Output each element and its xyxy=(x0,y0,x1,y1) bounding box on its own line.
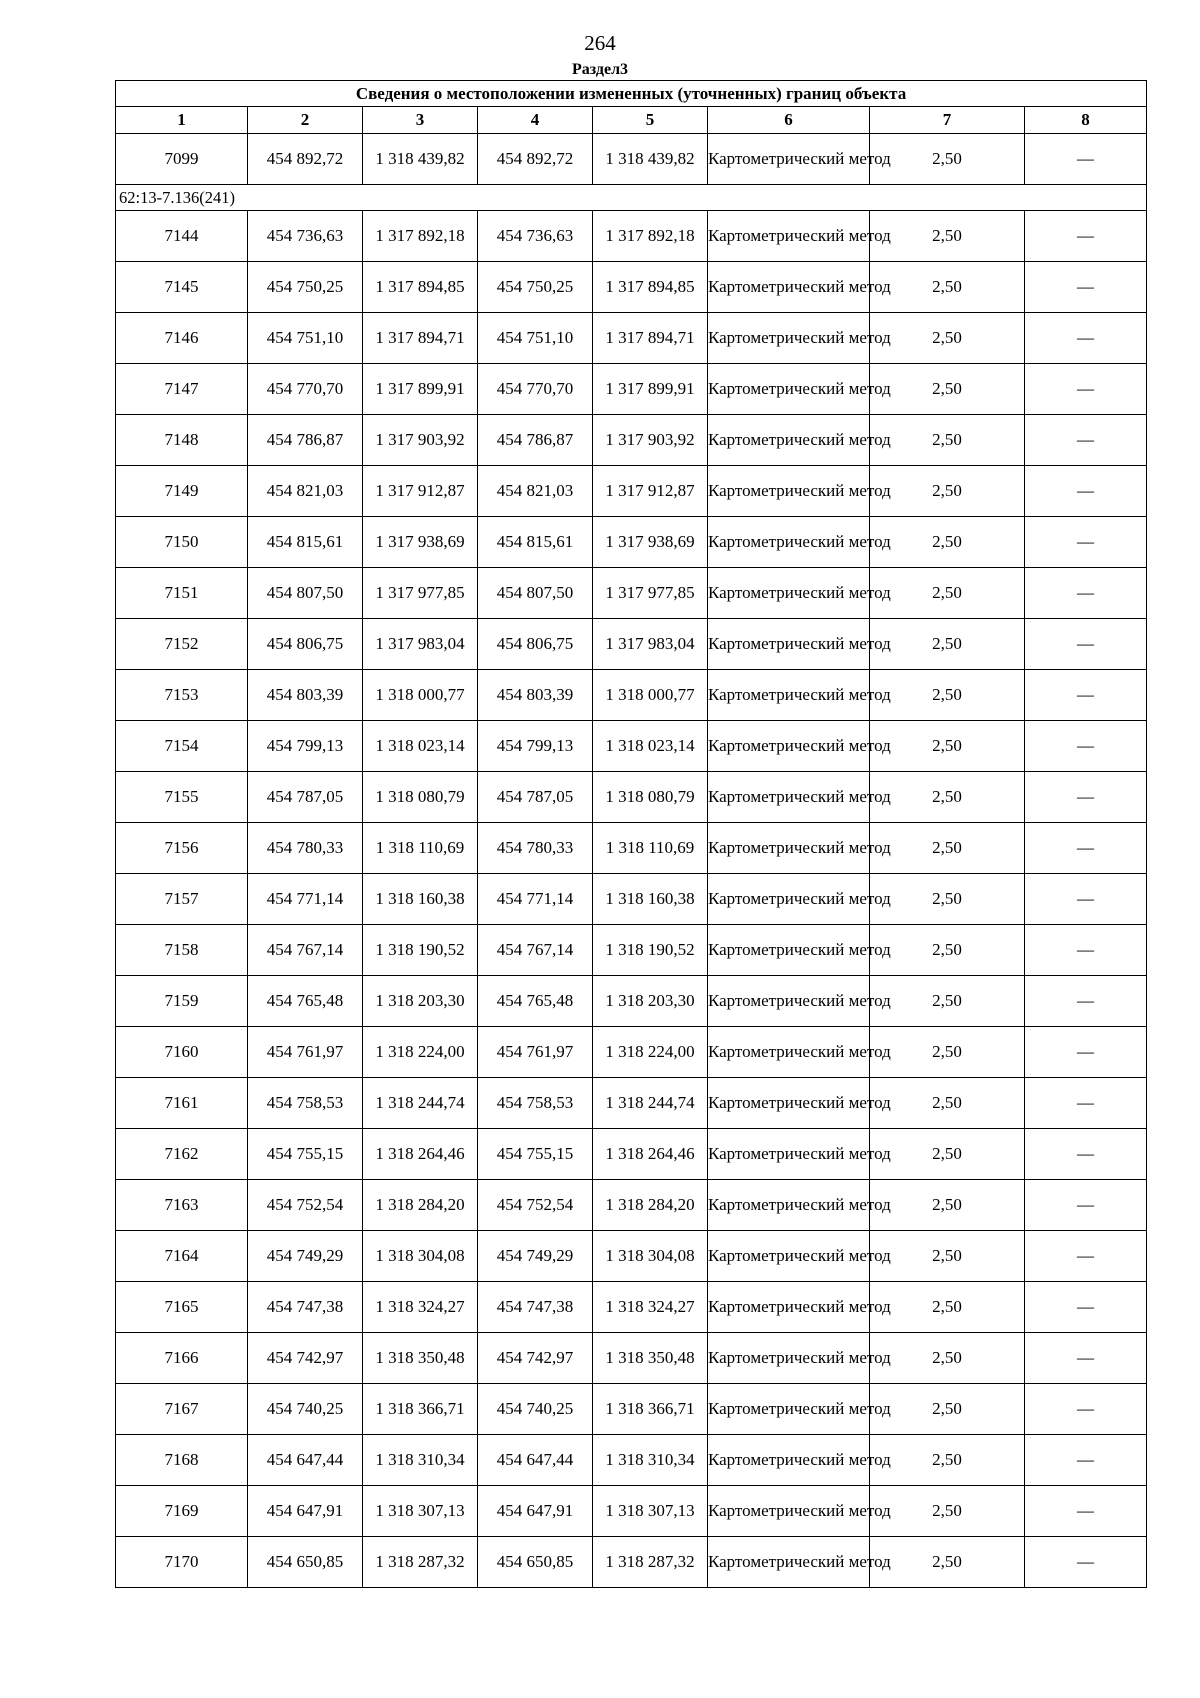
coordinate-cell: 1 318 000,77 xyxy=(363,670,478,721)
coordinate-cell: 454 815,61 xyxy=(248,517,363,568)
method-cell: Картометрический метод xyxy=(708,772,870,823)
point-number-cell: 7151 xyxy=(116,568,248,619)
precision-cell: 2,50 xyxy=(870,1129,1025,1180)
coordinate-cell: 1 318 439,82 xyxy=(593,134,708,185)
coordinate-cell: 1 318 350,48 xyxy=(363,1333,478,1384)
coordinate-cell: 454 806,75 xyxy=(478,619,593,670)
note-cell: — xyxy=(1025,364,1147,415)
coordinate-cell: 1 317 894,85 xyxy=(363,262,478,313)
point-number-cell: 7169 xyxy=(116,1486,248,1537)
note-cell: — xyxy=(1025,1231,1147,1282)
coordinate-cell: 1 318 190,52 xyxy=(593,925,708,976)
note-cell: — xyxy=(1025,134,1147,185)
method-cell: Картометрический метод xyxy=(708,1333,870,1384)
coordinate-cell: 454 647,91 xyxy=(478,1486,593,1537)
coordinate-cell: 1 318 324,27 xyxy=(593,1282,708,1333)
coordinate-cell: 1 317 912,87 xyxy=(363,466,478,517)
method-cell: Картометрический метод xyxy=(708,466,870,517)
precision-cell: 2,50 xyxy=(870,568,1025,619)
table-row xyxy=(116,1231,1147,1282)
point-number-cell: 7148 xyxy=(116,415,248,466)
note-cell: — xyxy=(1025,517,1147,568)
table-row xyxy=(116,313,1147,364)
coordinate-cell: 1 318 310,34 xyxy=(363,1435,478,1486)
table-row xyxy=(116,874,1147,925)
point-number-cell: 7159 xyxy=(116,976,248,1027)
coordinate-cell: 454 821,03 xyxy=(248,466,363,517)
coordinate-cell: 454 806,75 xyxy=(248,619,363,670)
coordinate-cell: 1 317 894,71 xyxy=(363,313,478,364)
precision-cell: 2,50 xyxy=(870,772,1025,823)
column-header: 2 xyxy=(248,107,363,134)
note-cell: — xyxy=(1025,925,1147,976)
precision-cell: 2,50 xyxy=(870,1435,1025,1486)
point-number-cell: 7144 xyxy=(116,211,248,262)
coordinate-cell: 454 647,44 xyxy=(478,1435,593,1486)
precision-cell: 2,50 xyxy=(870,670,1025,721)
coordinate-cell: 454 758,53 xyxy=(248,1078,363,1129)
table-row xyxy=(116,211,1147,262)
coordinate-cell: 454 767,14 xyxy=(248,925,363,976)
precision-cell: 2,50 xyxy=(870,313,1025,364)
method-cell: Картометрический метод xyxy=(708,619,870,670)
table-row xyxy=(116,823,1147,874)
coordinate-cell: 1 318 244,74 xyxy=(363,1078,478,1129)
point-number-cell: 7163 xyxy=(116,1180,248,1231)
method-cell: Картометрический метод xyxy=(708,670,870,721)
coordinate-cell: 454 770,70 xyxy=(248,364,363,415)
method-cell: Картометрический метод xyxy=(708,1435,870,1486)
coordinate-cell: 1 317 894,71 xyxy=(593,313,708,364)
point-number-cell: 7155 xyxy=(116,772,248,823)
coordinate-cell: 454 740,25 xyxy=(248,1384,363,1435)
precision-cell: 2,50 xyxy=(870,976,1025,1027)
coordinate-cell: 1 318 244,74 xyxy=(593,1078,708,1129)
coordinate-cell: 454 736,63 xyxy=(478,211,593,262)
coordinate-cell: 1 318 264,46 xyxy=(363,1129,478,1180)
precision-cell: 2,50 xyxy=(870,1180,1025,1231)
coordinate-cell: 454 771,14 xyxy=(478,874,593,925)
coordinate-cell: 1 318 224,00 xyxy=(593,1027,708,1078)
coordinate-cell: 454 736,63 xyxy=(248,211,363,262)
note-cell: — xyxy=(1025,1078,1147,1129)
coordinate-cell: 454 799,13 xyxy=(248,721,363,772)
coordinate-cell: 454 787,05 xyxy=(248,772,363,823)
coordinate-cell: 1 317 892,18 xyxy=(593,211,708,262)
column-header: 7 xyxy=(870,107,1025,134)
method-cell: Картометрический метод xyxy=(708,976,870,1027)
coordinate-cell: 1 318 366,71 xyxy=(593,1384,708,1435)
precision-cell: 2,50 xyxy=(870,262,1025,313)
table-row xyxy=(116,619,1147,670)
coordinate-cell: 454 740,25 xyxy=(478,1384,593,1435)
note-cell: — xyxy=(1025,415,1147,466)
section-label: Раздел3 xyxy=(571,61,629,78)
table-row xyxy=(116,134,1147,185)
point-number-cell: 7156 xyxy=(116,823,248,874)
precision-cell: 2,50 xyxy=(870,517,1025,568)
coordinate-cell: 454 647,91 xyxy=(248,1486,363,1537)
method-cell: Картометрический метод xyxy=(708,364,870,415)
coordinate-cell: 1 318 284,20 xyxy=(363,1180,478,1231)
coordinate-cell: 454 807,50 xyxy=(478,568,593,619)
note-cell: — xyxy=(1025,823,1147,874)
table-row xyxy=(116,670,1147,721)
coordinate-cell: 1 318 224,00 xyxy=(363,1027,478,1078)
coordinate-cell: 454 750,25 xyxy=(248,262,363,313)
precision-cell: 2,50 xyxy=(870,823,1025,874)
precision-cell: 2,50 xyxy=(870,364,1025,415)
coordinate-cell: 454 647,44 xyxy=(248,1435,363,1486)
coordinate-cell: 1 318 023,14 xyxy=(363,721,478,772)
coordinate-cell: 454 765,48 xyxy=(248,976,363,1027)
table-row xyxy=(116,1333,1147,1384)
precision-cell: 2,50 xyxy=(870,1333,1025,1384)
coordinate-cell: 454 799,13 xyxy=(478,721,593,772)
coordinate-cell: 454 807,50 xyxy=(248,568,363,619)
coordinate-cell: 1 318 080,79 xyxy=(593,772,708,823)
table-row xyxy=(116,1129,1147,1180)
coordinate-cell: 1 318 110,69 xyxy=(363,823,478,874)
coordinate-cell: 454 803,39 xyxy=(248,670,363,721)
note-cell: — xyxy=(1025,670,1147,721)
coordinate-cell: 1 317 977,85 xyxy=(593,568,708,619)
coordinate-cell: 1 318 366,71 xyxy=(363,1384,478,1435)
coordinate-cell: 1 318 287,32 xyxy=(363,1537,478,1588)
point-number-cell: 7146 xyxy=(116,313,248,364)
coordinate-cell: 454 747,38 xyxy=(248,1282,363,1333)
method-cell: Картометрический метод xyxy=(708,721,870,772)
coordinate-cell: 1 318 307,13 xyxy=(363,1486,478,1537)
note-cell: — xyxy=(1025,619,1147,670)
coordinate-cell: 1 318 324,27 xyxy=(363,1282,478,1333)
table-row xyxy=(116,1537,1147,1588)
note-cell: — xyxy=(1025,1384,1147,1435)
method-cell: Картометрический метод xyxy=(708,874,870,925)
coordinate-cell: 1 317 938,69 xyxy=(363,517,478,568)
precision-cell: 2,50 xyxy=(870,1537,1025,1588)
table-row xyxy=(116,925,1147,976)
precision-cell: 2,50 xyxy=(870,466,1025,517)
precision-cell: 2,50 xyxy=(870,1078,1025,1129)
coordinate-cell: 454 750,25 xyxy=(478,262,593,313)
coordinate-cell: 454 749,29 xyxy=(478,1231,593,1282)
precision-cell: 2,50 xyxy=(870,1231,1025,1282)
note-cell: — xyxy=(1025,211,1147,262)
table-row xyxy=(116,1180,1147,1231)
note-cell: — xyxy=(1025,313,1147,364)
precision-cell: 2,50 xyxy=(870,874,1025,925)
point-number-cell: 7158 xyxy=(116,925,248,976)
note-cell: — xyxy=(1025,1282,1147,1333)
note-cell: — xyxy=(1025,1486,1147,1537)
coordinate-cell: 454 780,33 xyxy=(248,823,363,874)
column-header: 8 xyxy=(1025,107,1147,134)
column-header: 6 xyxy=(708,107,870,134)
coordinate-cell: 1 317 899,91 xyxy=(363,364,478,415)
coordinate-cell: 454 755,15 xyxy=(478,1129,593,1180)
method-cell: Картометрический метод xyxy=(708,211,870,262)
note-cell: — xyxy=(1025,262,1147,313)
method-cell: Картометрический метод xyxy=(708,134,870,185)
point-number-cell: 7150 xyxy=(116,517,248,568)
table-row xyxy=(116,1384,1147,1435)
coordinate-cell: 1 318 304,08 xyxy=(593,1231,708,1282)
coordinate-cell: 1 318 310,34 xyxy=(593,1435,708,1486)
table-row xyxy=(116,262,1147,313)
coordinate-cell: 1 317 903,92 xyxy=(363,415,478,466)
note-cell: — xyxy=(1025,466,1147,517)
note-cell: — xyxy=(1025,1180,1147,1231)
point-number-cell: 7154 xyxy=(116,721,248,772)
coordinate-cell: 1 318 203,30 xyxy=(363,976,478,1027)
method-cell: Картометрический метод xyxy=(708,1129,870,1180)
point-number-cell: 7168 xyxy=(116,1435,248,1486)
table-row xyxy=(116,364,1147,415)
group-label: 62:13-7.136(241) xyxy=(116,185,1147,211)
table-row xyxy=(116,1078,1147,1129)
method-cell: Картометрический метод xyxy=(708,415,870,466)
coordinate-cell: 454 780,33 xyxy=(478,823,593,874)
note-cell: — xyxy=(1025,1537,1147,1588)
coordinate-cell: 1 317 903,92 xyxy=(593,415,708,466)
coordinate-cell: 454 821,03 xyxy=(478,466,593,517)
method-cell: Картометрический метод xyxy=(708,517,870,568)
coordinates-table xyxy=(115,80,1147,1588)
coordinate-cell: 1 318 080,79 xyxy=(363,772,478,823)
method-cell: Картометрический метод xyxy=(708,1078,870,1129)
point-number-cell: 7157 xyxy=(116,874,248,925)
method-cell: Картометрический метод xyxy=(708,1180,870,1231)
precision-cell: 2,50 xyxy=(870,1027,1025,1078)
coordinate-cell: 1 317 912,87 xyxy=(593,466,708,517)
method-cell: Картометрический метод xyxy=(708,1486,870,1537)
table-row xyxy=(116,721,1147,772)
coordinate-cell: 454 752,54 xyxy=(478,1180,593,1231)
coordinate-cell: 454 771,14 xyxy=(248,874,363,925)
precision-cell: 2,50 xyxy=(870,415,1025,466)
precision-cell: 2,50 xyxy=(870,1282,1025,1333)
coordinate-cell: 1 318 439,82 xyxy=(363,134,478,185)
table-row xyxy=(116,568,1147,619)
point-number-cell: 7145 xyxy=(116,262,248,313)
point-number-cell: 7161 xyxy=(116,1078,248,1129)
method-cell: Картометрический метод xyxy=(708,1231,870,1282)
method-cell: Картометрический метод xyxy=(708,925,870,976)
method-cell: Картометрический метод xyxy=(708,1282,870,1333)
table-row xyxy=(116,415,1147,466)
point-number-cell: 7162 xyxy=(116,1129,248,1180)
table-row xyxy=(116,976,1147,1027)
coordinate-cell: 454 770,70 xyxy=(478,364,593,415)
coordinate-cell: 454 751,10 xyxy=(478,313,593,364)
coordinate-cell: 454 815,61 xyxy=(478,517,593,568)
coordinate-cell: 454 742,97 xyxy=(248,1333,363,1384)
coordinate-cell: 454 751,10 xyxy=(248,313,363,364)
point-number-cell: 7160 xyxy=(116,1027,248,1078)
coordinate-cell: 454 758,53 xyxy=(478,1078,593,1129)
note-cell: — xyxy=(1025,1129,1147,1180)
coordinate-cell: 454 892,72 xyxy=(248,134,363,185)
coordinate-cell: 1 318 307,13 xyxy=(593,1486,708,1537)
group-row xyxy=(116,185,1147,211)
column-header: 3 xyxy=(363,107,478,134)
coordinate-cell: 1 318 000,77 xyxy=(593,670,708,721)
point-number-cell: 7170 xyxy=(116,1537,248,1588)
coordinate-cell: 454 786,87 xyxy=(248,415,363,466)
precision-cell: 2,50 xyxy=(870,619,1025,670)
column-header: 1 xyxy=(116,107,248,134)
column-header: 4 xyxy=(478,107,593,134)
coordinate-cell: 1 317 983,04 xyxy=(593,619,708,670)
table-row xyxy=(116,1435,1147,1486)
point-number-cell: 7166 xyxy=(116,1333,248,1384)
precision-cell: 2,50 xyxy=(870,211,1025,262)
coordinate-cell: 454 761,97 xyxy=(248,1027,363,1078)
coordinate-cell: 1 318 203,30 xyxy=(593,976,708,1027)
coordinate-cell: 454 786,87 xyxy=(478,415,593,466)
table-row xyxy=(116,1027,1147,1078)
coordinate-cell: 1 318 287,32 xyxy=(593,1537,708,1588)
coordinate-cell: 1 318 023,14 xyxy=(593,721,708,772)
note-cell: — xyxy=(1025,1333,1147,1384)
note-cell: — xyxy=(1025,874,1147,925)
method-cell: Картометрический метод xyxy=(708,1537,870,1588)
coordinate-cell: 454 765,48 xyxy=(478,976,593,1027)
coordinate-cell: 454 892,72 xyxy=(478,134,593,185)
method-cell: Картометрический метод xyxy=(708,1384,870,1435)
precision-cell: 2,50 xyxy=(870,1486,1025,1537)
point-number-cell: 7164 xyxy=(116,1231,248,1282)
column-header: 5 xyxy=(593,107,708,134)
note-cell: — xyxy=(1025,568,1147,619)
table-row xyxy=(116,1282,1147,1333)
table-row xyxy=(116,517,1147,568)
coordinate-cell: 454 650,85 xyxy=(248,1537,363,1588)
coordinate-cell: 1 317 938,69 xyxy=(593,517,708,568)
coordinate-cell: 1 317 977,85 xyxy=(363,568,478,619)
point-number-cell: 7165 xyxy=(116,1282,248,1333)
coordinate-cell: 1 317 894,85 xyxy=(593,262,708,313)
coordinate-cell: 1 317 892,18 xyxy=(363,211,478,262)
note-cell: — xyxy=(1025,1027,1147,1078)
method-cell: Картометрический метод xyxy=(708,568,870,619)
point-number-cell: 7099 xyxy=(116,134,248,185)
page-number: 264 xyxy=(584,31,616,55)
coordinate-cell: 1 317 983,04 xyxy=(363,619,478,670)
point-number-cell: 7167 xyxy=(116,1384,248,1435)
precision-cell: 2,50 xyxy=(870,134,1025,185)
method-cell: Картометрический метод xyxy=(708,313,870,364)
coordinate-cell: 454 787,05 xyxy=(478,772,593,823)
table-body xyxy=(116,134,1147,1588)
note-cell: — xyxy=(1025,721,1147,772)
coordinate-cell: 454 742,97 xyxy=(478,1333,593,1384)
precision-cell: 2,50 xyxy=(870,1384,1025,1435)
note-cell: — xyxy=(1025,1435,1147,1486)
table-row xyxy=(116,466,1147,517)
method-cell: Картометрический метод xyxy=(708,262,870,313)
precision-cell: 2,50 xyxy=(870,925,1025,976)
point-number-cell: 7152 xyxy=(116,619,248,670)
coordinate-cell: 454 752,54 xyxy=(248,1180,363,1231)
coordinate-cell: 1 318 160,38 xyxy=(363,874,478,925)
method-cell: Картометрический метод xyxy=(708,823,870,874)
table-row xyxy=(116,772,1147,823)
coordinate-cell: 1 318 284,20 xyxy=(593,1180,708,1231)
coordinate-cell: 454 650,85 xyxy=(478,1537,593,1588)
coordinate-cell: 454 767,14 xyxy=(478,925,593,976)
coordinate-cell: 1 318 350,48 xyxy=(593,1333,708,1384)
coordinate-cell: 1 317 899,91 xyxy=(593,364,708,415)
method-cell: Картометрический метод xyxy=(708,1027,870,1078)
coordinate-cell: 454 803,39 xyxy=(478,670,593,721)
coordinate-cell: 1 318 110,69 xyxy=(593,823,708,874)
coordinate-cell: 454 747,38 xyxy=(478,1282,593,1333)
note-cell: — xyxy=(1025,976,1147,1027)
table-caption: Сведения о местоположении измененных (уточненных) границ объекта xyxy=(116,81,1147,107)
coordinate-cell: 1 318 160,38 xyxy=(593,874,708,925)
coordinate-cell: 1 318 190,52 xyxy=(363,925,478,976)
note-cell: — xyxy=(1025,772,1147,823)
coordinate-cell: 1 318 264,46 xyxy=(593,1129,708,1180)
coordinate-cell: 1 318 304,08 xyxy=(363,1231,478,1282)
precision-cell: 2,50 xyxy=(870,721,1025,772)
table-row xyxy=(116,1486,1147,1537)
coordinate-cell: 454 749,29 xyxy=(248,1231,363,1282)
point-number-cell: 7149 xyxy=(116,466,248,517)
point-number-cell: 7147 xyxy=(116,364,248,415)
coordinate-cell: 454 755,15 xyxy=(248,1129,363,1180)
coordinate-cell: 454 761,97 xyxy=(478,1027,593,1078)
point-number-cell: 7153 xyxy=(116,670,248,721)
